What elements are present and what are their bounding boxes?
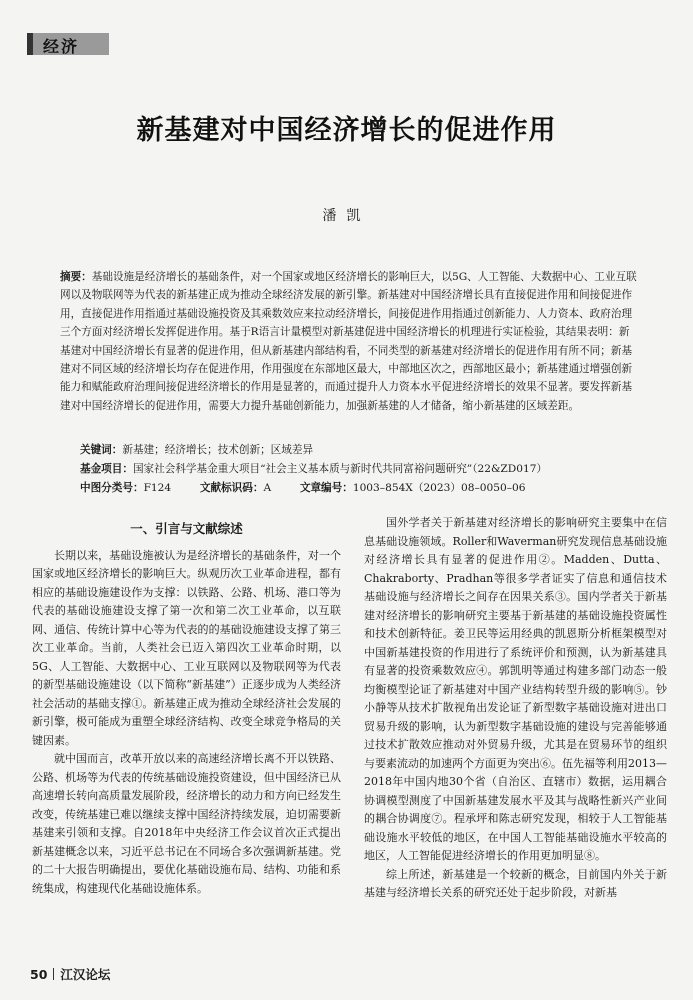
right-column bbox=[364, 514, 667, 903]
article-author: 潘凯 bbox=[322, 208, 371, 224]
fund bbox=[80, 460, 640, 478]
abstract bbox=[60, 268, 640, 415]
keywords-label: 关键词： bbox=[80, 444, 123, 456]
footer-divider bbox=[53, 968, 54, 980]
abstract-label: 摘要： bbox=[60, 271, 92, 283]
body-paragraph: 综上所述，新基建是一个较新的概念，目前国内外关于新基建与经济增长关系的研究还处于起步阶段，对新基 bbox=[364, 867, 667, 899]
journal-name: 江汉论坛 bbox=[60, 967, 111, 982]
section-tag bbox=[27, 33, 109, 55]
keywords-text: 新基建；经济增长；技术创新；区域差异 bbox=[122, 444, 314, 456]
page-footer bbox=[30, 965, 110, 983]
body-paragraph: 就中国而言，改革开放以来的高速经济增长离不开以铁路、公路、机场等为代表的传统基础设施投资建设，但中国经济已从高速增长转向高质量发展阶段，经济增长的动力和方向已经发生改变，传统基建已难以继续支撑中国经济持续发展，迫切需要新基建来引领和支撑。自2018年中央经济工作会议首次正式提出新基建概念以来，习近平总书记在不同场合多次强调新基建。党的二十大报告明确提出，要优化基础设施布局、结构、功能和系统集成，构建现代化基础设施体系。 bbox=[32, 752, 341, 895]
clc-value: F124 bbox=[143, 482, 172, 494]
page-number: 50 bbox=[30, 967, 48, 982]
doc-label: 文献标识码： bbox=[199, 482, 264, 494]
body-paragraph: 国外学者关于新基建对经济增长的影响研究主要集中在信息基础设施领域。Roller和Waverman研究发现信息基础设施对经济增长具有显著的促进作用②。Madden、Dutta、Chakraborty、Pradhan等很多学者证实了信息和通信技术基础设施与经济增长之间存在因果关系③。国内学者关于新基建对经济增长的影响研究主要基于新基建的基础设施投资属性和技术创新特征。姜卫民等运用经典的凯恩斯分析框架模型对中国新基建投资的作用进行了系统评价和预测，认为新基建具有显著的投资乘数效应④。郭凯明等通过构建多部门动态一般均衡模型论证了新基建对中国产业结构转型升级的影响⑤。钞小静等从技术扩散视角出发论证了新型数字基础设施对进出口贸易升级的影响，认为新型数字基础设施的建设与完善能够通过技术扩散效应推动对外贸易升级，尤其是在贸易环节的组织与要素流动的加速两个方面更为突出⑥。伍先福等利用2013—2018年中国内地30个省（自治区、直辖市）数据，运用耦合协调模型测度了中国新基建发展水平及其与战略性新兴产业间的耦合协调度⑦。程承坪和陈志研究发现，相较于人工智能基础设施水平较低的地区，在中国人工智能基础设施水平较高的地区，人工智能促进经济增长的作用更加明显⑧。 bbox=[364, 516, 667, 862]
fund-text: 国家社会科学基金重大项目“社会主义基本质与新时代共同富裕问题研究”（22&ZD017） bbox=[132, 463, 548, 475]
classification bbox=[80, 479, 640, 497]
section-tag-label: 经济 bbox=[43, 37, 80, 56]
left-column bbox=[32, 520, 341, 898]
fund-label: 基金项目： bbox=[80, 463, 133, 475]
doc-value: A bbox=[263, 482, 272, 494]
section-heading: 一、引言与文献综述 bbox=[130, 521, 243, 536]
clc-label: 中图分类号： bbox=[80, 482, 144, 494]
article-title: 新基建对中国经济增长的促进作用 bbox=[136, 115, 557, 146]
keywords bbox=[80, 441, 640, 459]
body-paragraph: 长期以来，基础设施被认为是经济增长的基础条件，对一个国家或地区经济增长的影响巨大。纵观历次工业革命进程，都有相应的基础设施建设作为支撑：以铁路、公路、机场、港口等为代表的基础设施建设支撑了第一次和第二次工业革命，以互联网、通信、传统计算中心等为代表的的基础设施建设支撑了第三次工业革命。当前，人类社会已迈入第四次工业革命时期，以5G、人工智能、大数据中心、工业互联网以及物联网等为代表的新型基础设施建设（以下简称“新基建”）正逐步成为人类经济社会活动的基础支撑①。新基建正成为推动全球经济社会发展的新引擎，极可能成为重塑全球经济结构、改变全球竞争格局的关键因素。 bbox=[32, 548, 341, 747]
article-number-label: 文章编号： bbox=[299, 482, 353, 494]
abstract-text: 基础设施是经济增长的基础条件，对一个国家或地区经济增长的影响巨大，以5G、人工智能、大数据中心、工业互联网以及物联网等为代表的新基建正成为推动全球经济发展的新引擎。新基建对中国经济增长具有直接促进作用和间接促进作用，直接促进作用指通过基础设施投资及其乘数效应来拉动经济增长，间接促进作用指通过创新能力、人力资本、政府治理三个方面对经济增长发挥促进作用。基于R语言计量模型对新基建促进中国经济增长的机理进行实证检验，其结果表明：新基建对中国经济增长有显著的促进作用，但从新基建内部结构看，不同类型的新基建对经济增长的促进作用有所不同；新基建对不同区域的经济增长均存在促进作用，作用强度在东部地区最大，中部地区次之，西部地区最小；新基建通过增强创新能力和赋能政府治理间接促进经济增长的作用是显著的，而通过提升人力资本水平促进经济增长的效果不显著。要发挥新基建对中国经济增长的促进作用，需要大力提升基础创新能力，加强新基建的人才储备，缩小新基建的区域差距。 bbox=[60, 271, 637, 412]
article-number-value: 1003–854X（2023）08–0050–06 bbox=[352, 482, 526, 494]
section-tag-bar bbox=[27, 33, 33, 55]
